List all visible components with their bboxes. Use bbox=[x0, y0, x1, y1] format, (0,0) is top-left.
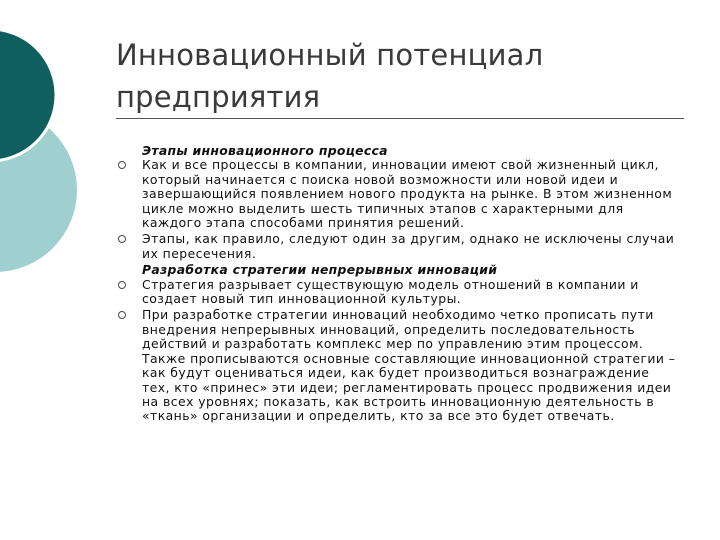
section-heading-text: Разработка стратегии непрерывных инноваций bbox=[142, 262, 498, 278]
bullet-item bbox=[118, 158, 678, 230]
section-heading bbox=[118, 263, 678, 277]
circle-bullet-icon bbox=[118, 235, 126, 243]
circle-bullet-icon bbox=[118, 281, 126, 289]
slide-body bbox=[118, 144, 678, 424]
bullet-item bbox=[118, 308, 678, 423]
section-heading-text: Этапы инновационного процесса bbox=[142, 143, 388, 158]
decorative-circles bbox=[0, 0, 130, 290]
bullet-text: При разработке стратегии инноваций необходимо четко прописать пути внедрения непрерывных инноваций, определить последовательность действий и разработать комплекс мер по управлению этим процессом. Также прописываются основные составляющие инновационной стратегии – как будут оцениваться идеи, как будет производиться вознаграждение тех, кто «принес» эти идеи; регламентировать процесс продвижения идеи на всех уровнях; показать, как встроить инновационную деятельность в «ткань» организации и определить, кто за все это будет отвечать. bbox=[142, 307, 676, 424]
bullet-item bbox=[118, 278, 678, 307]
circle-bullet-icon bbox=[118, 311, 126, 319]
bullet-text: Как и все процессы в компании, инновации имеют свой жизненный цикл, который начинается с поиска новой возможности или новой идеи и завершающийся появлением нового продукта на рынке. В этом жизненном цикле можно выделить шесть типичных этапов с характерными для каждого этапа способами принятия решений. bbox=[142, 157, 673, 231]
section-heading bbox=[118, 144, 678, 158]
circle-bullet-icon bbox=[118, 161, 126, 169]
teal-circles-graphic bbox=[0, 0, 130, 290]
bullet-text: Этапы, как правило, следуют один за другим, однако не исключены случаи их пересечения. bbox=[142, 231, 675, 261]
title-divider bbox=[116, 118, 684, 119]
bullet-item bbox=[118, 232, 678, 261]
bullet-text: Стратегия разрывает существующую модель отношений в компании и создает новый тип инновационной культуры. bbox=[142, 276, 639, 307]
slide-title: Инновационный потенциал предприятия bbox=[116, 38, 544, 114]
